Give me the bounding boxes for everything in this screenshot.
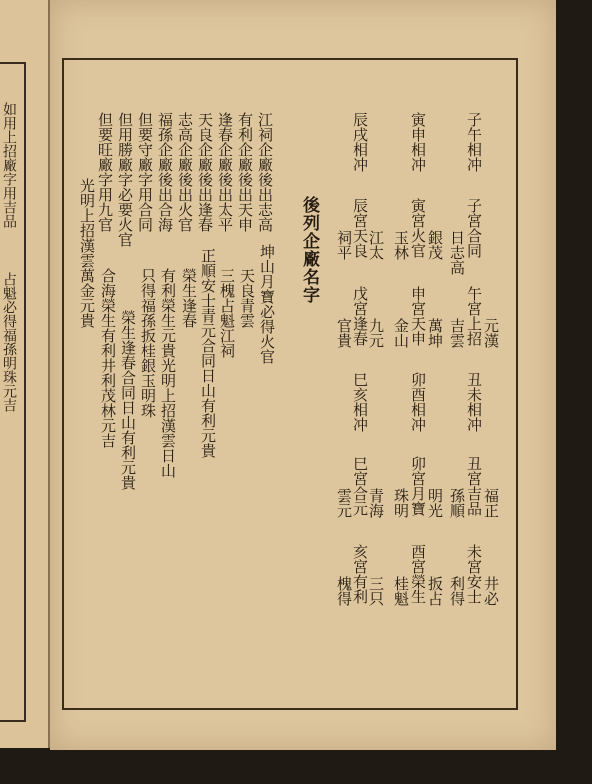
palace-hai: 亥宮有利 xyxy=(351,544,369,604)
palace-shen: 申宮天申 xyxy=(409,286,427,346)
palace-mao-names-b: 珠明 xyxy=(392,488,410,518)
palace-mao-names-a: 明光 xyxy=(426,488,444,518)
rule-column-9: 但要旺廠字用九官 xyxy=(96,112,114,232)
palace-you-names-b: 桂魁 xyxy=(392,576,410,606)
palace-zi-names: 日志高 xyxy=(448,230,466,275)
palace-chou: 丑宮吉品 xyxy=(465,456,483,516)
palace-xu-names-b: 官貴 xyxy=(335,318,353,348)
rule-column-4-result: 三槐占魁江祠 xyxy=(218,268,236,358)
rule-column-8: 但用勝廠字必要火官 xyxy=(116,112,134,247)
clash-zi-wu: 子午相冲 xyxy=(465,112,483,172)
palace-zi: 子宮合同 xyxy=(465,198,483,258)
rule-column-6-result: 榮生逢春 xyxy=(180,268,198,328)
palace-chen: 辰宮天良 xyxy=(351,198,369,258)
rule-column-3-result: 天良青雲 xyxy=(238,268,256,328)
palace-wei: 未宮安士 xyxy=(465,544,483,604)
palace-wu-names-a: 元漢 xyxy=(482,318,500,348)
palace-xu-names-a: 九元 xyxy=(367,318,385,348)
palace-chou-names-b: 孫順 xyxy=(448,488,466,518)
clash-mao-you: 卯酉相冲 xyxy=(409,372,427,432)
clash-si-hai: 巳亥相冲 xyxy=(351,372,369,432)
palace-xu: 戊宮逢春 xyxy=(351,286,369,346)
left-page xyxy=(0,0,51,748)
palace-mao: 卯宮月寶 xyxy=(409,456,427,516)
palace-chou-names-a: 福正 xyxy=(482,488,500,518)
clash-chen-xu: 辰戌相冲 xyxy=(351,112,369,172)
palace-wei-names-b: 利得 xyxy=(448,576,466,606)
palace-wu-names-b: 吉雲 xyxy=(448,318,466,348)
rule-column-8-result-2: 榮生逢春合同日山有利元貴 xyxy=(119,310,137,490)
palace-wei-names-a: 井必 xyxy=(482,576,500,606)
left-page-column-2: 占魁必得福孫明珠元吉 xyxy=(1,272,17,412)
rule-column-4: 天良企廠後出逢春 xyxy=(196,112,214,232)
rule-column-5: 志高企廠後出火官 xyxy=(176,112,194,232)
palace-si: 巳宮合元 xyxy=(351,456,369,516)
palace-hai-names-b: 槐得 xyxy=(335,576,353,606)
rule-column-2: 有利企廠後出天申 xyxy=(236,112,254,232)
palace-you-names-a: 扳占 xyxy=(426,576,444,606)
palace-si-names-a: 青海 xyxy=(367,488,385,518)
palace-si-names-b: 雲元 xyxy=(335,488,353,518)
rule-column-6: 福孫企廠後出合海 xyxy=(156,112,174,232)
palace-hai-names-a: 三只 xyxy=(367,576,385,606)
clash-yin-shen: 寅申相冲 xyxy=(409,112,427,172)
rule-column-5-result: 正順安士青元合同日山有利元貴 xyxy=(199,248,217,458)
palace-you: 酉宮榮生 xyxy=(409,544,427,604)
right-page xyxy=(50,0,556,750)
palace-yin: 寅宮火官 xyxy=(409,198,427,258)
rule-column-1: 江祠企廠後出志高 xyxy=(256,112,274,232)
palace-shen-names-b: 金山 xyxy=(392,318,410,348)
palace-yin-names-b: 玉林 xyxy=(392,230,410,260)
palace-chen-names-a: 江太 xyxy=(367,230,385,260)
rule-column-3: 逢春企廠後出太平 xyxy=(216,112,234,232)
rule-column-9-result: 光明上招漢雲萬金元貴 xyxy=(78,178,96,328)
rule-column-8-result: 只得福孫扳桂銀玉明珠 xyxy=(139,268,157,418)
rule-column-7-result: 有利榮生元貴光明上招漢雲日山 xyxy=(159,268,177,478)
left-page-column-1: 如用上招廠字用吉品 xyxy=(1,102,17,228)
rule-column-2-result: 坤山月寶必得火官 xyxy=(258,244,276,364)
palace-chen-names-b: 祠平 xyxy=(335,230,353,260)
clash-chou-wei: 丑未相冲 xyxy=(465,372,483,432)
rule-column-9-result-2: 合海榮生有利井利茂林元吉 xyxy=(99,268,117,448)
palace-shen-names-a: 萬坤 xyxy=(426,318,444,348)
palace-yin-names-a: 銀茂 xyxy=(426,230,444,260)
palace-wu: 午宮上招 xyxy=(465,286,483,346)
rule-column-7: 但要守廠字用合同 xyxy=(136,112,154,232)
section-heading: 後列企廠名字 xyxy=(299,196,319,304)
